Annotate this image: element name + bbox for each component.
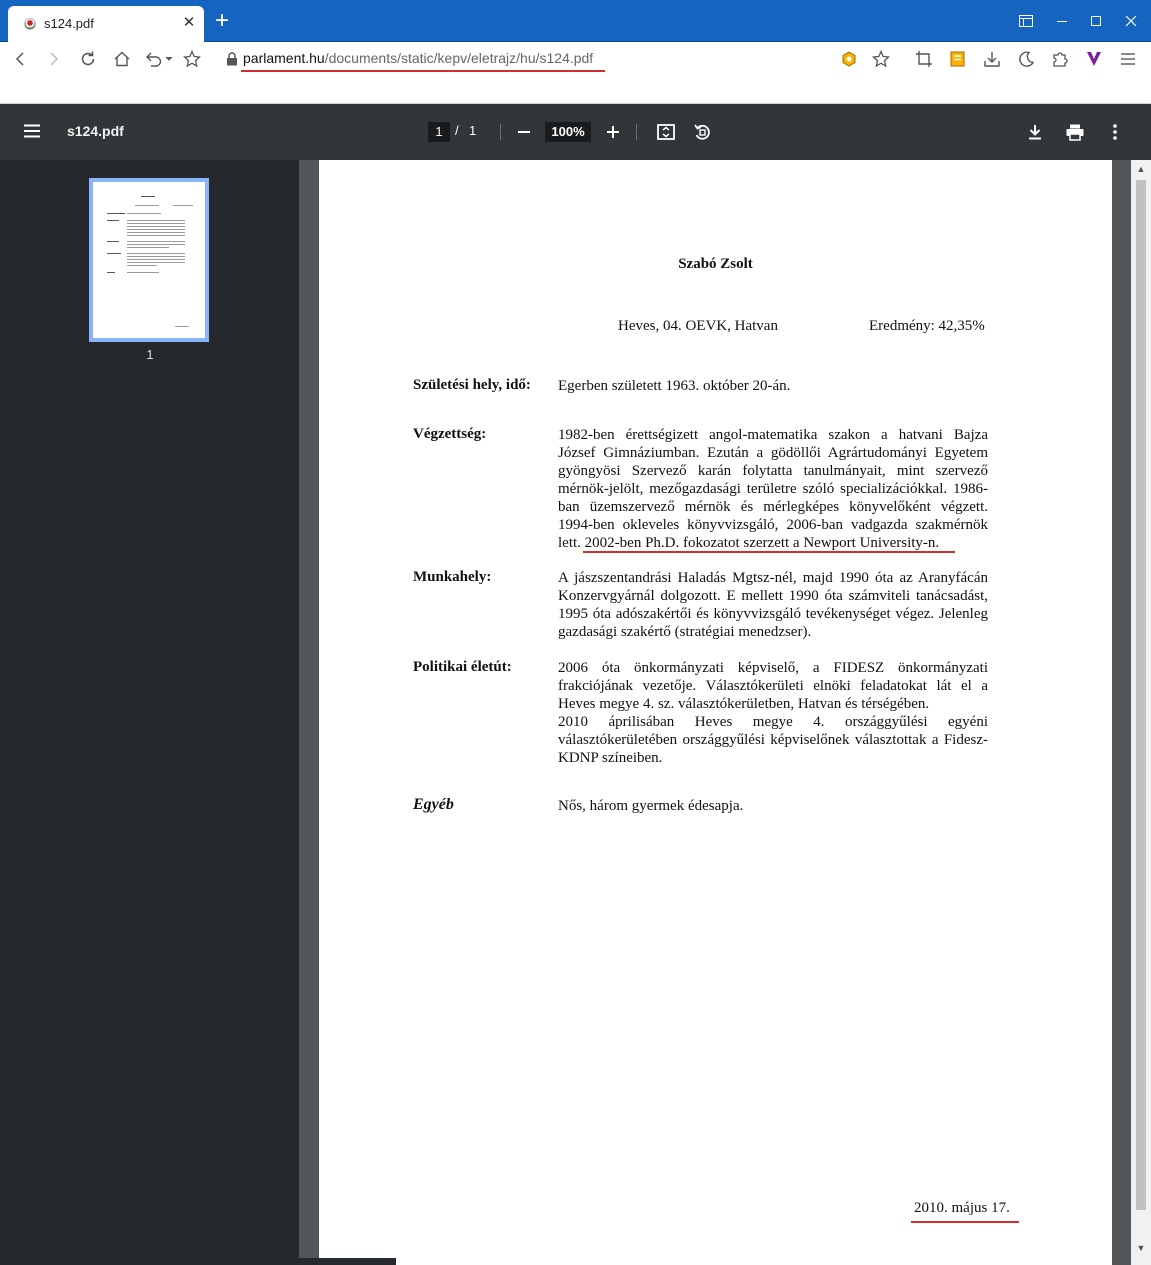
other-line: Nős, három gyermek édesapja.: [558, 798, 744, 814]
thumb-text-line: [127, 259, 185, 260]
pdf-viewer-area[interactable]: [299, 160, 1151, 1265]
url-host: parlament.hu: [243, 50, 325, 66]
work-label: Munkahely:: [413, 569, 492, 585]
zoom-level-input[interactable]: 100%: [545, 122, 591, 142]
birth-text: [558, 377, 988, 395]
forward-icon[interactable]: [42, 47, 66, 71]
thumb-text-line: [127, 223, 185, 224]
education-label: Végzettség:: [413, 426, 487, 442]
document-result: Eredmény: 42,35%: [869, 318, 985, 334]
politics-line: választókerületében országgyűlési képviselőnek választottak a Fidesz-: [558, 732, 988, 748]
work-line: Konzervgyárnál dolgozott. E mellett 1990 óta számviteli tanácsadást,: [558, 588, 988, 604]
thumb-text-line: [107, 220, 119, 221]
home-icon[interactable]: [110, 47, 134, 71]
page-separator: /: [455, 123, 459, 138]
scrollbar-thumb[interactable]: [1136, 180, 1146, 1210]
favorites-star-icon[interactable]: [869, 47, 893, 71]
tab-title: s124.pdf: [44, 16, 94, 31]
thumb-text-line: [127, 241, 185, 242]
education-line: mérnök-jelölt, mezőgazdasági területre szóló specializációkkal. 1986-: [558, 481, 988, 497]
education-line: gyöngyösi Szervező karán folytatta tanulmányait, mint szervező: [558, 463, 988, 479]
pdf-toolbar: [0, 104, 1151, 160]
zoom-in-icon[interactable]: [601, 120, 625, 144]
lock-icon[interactable]: [226, 52, 238, 66]
thumb-text-line: [107, 253, 121, 254]
education-line: ban üzemszervező mérnök és mérlegképes könyvelőként végzett.: [558, 499, 988, 515]
thumb-text-line: [127, 272, 159, 273]
document-date: 2010. május 17.: [914, 1200, 1010, 1216]
education-line: 1994-ben okleveles könyvvizsgáló, 2006-ban vadgazda szakmérnök: [558, 517, 988, 533]
thumb-text-line: [127, 229, 185, 230]
browser-tab[interactable]: [8, 6, 204, 42]
page-number-input[interactable]: 1: [428, 122, 450, 142]
work-line: A jászszentandrási Haladás Mgtsz-nél, majd 1990 óta az Aranyfácán: [558, 570, 988, 586]
zoom-out-icon[interactable]: [512, 120, 536, 144]
close-tab-icon[interactable]: ✕: [182, 14, 196, 31]
browser-toolbar: [0, 42, 1151, 76]
thumbnail-page-number: 1: [146, 347, 154, 362]
work-text: [558, 569, 988, 641]
url-annotation-underline: [241, 70, 605, 72]
parliament-favicon-icon: [24, 18, 36, 30]
thumb-text-line: [141, 196, 155, 197]
pdf-page: [319, 160, 1112, 1265]
page-thumbnail[interactable]: [89, 178, 209, 342]
back-icon[interactable]: [8, 47, 32, 71]
thumb-text-line: [127, 265, 157, 266]
document-person-name: Szabó Zsolt: [678, 256, 753, 272]
document-district: Heves, 04. OEVK, Hatvan: [618, 318, 778, 334]
thumb-text-line: [135, 205, 159, 206]
toolbar-divider: [636, 124, 637, 140]
thumb-text-line: [127, 253, 185, 254]
minimize-window-icon[interactable]: [1044, 8, 1080, 34]
screenshot-crop-icon[interactable]: [912, 47, 936, 71]
education-line: József Gimnáziumban. Ezután a gödöllői Agrártudományi Egyetem: [558, 445, 988, 461]
pdf-sidebar-menu-icon[interactable]: [22, 122, 44, 142]
reload-icon[interactable]: [76, 47, 100, 71]
politics-line: Heves megye 4. sz. választókerületben, Hatvan és térségében.: [558, 696, 930, 712]
extension-honey-icon[interactable]: [837, 47, 861, 71]
thumb-text-line: [107, 213, 125, 214]
thumb-text-line: [175, 326, 189, 327]
birth-label: Születési hely, idő:: [413, 377, 531, 393]
url-path: /documents/static/kepv/eletrajz/hu/s124.pdf: [324, 50, 594, 66]
browser-menu-icon[interactable]: [1116, 47, 1140, 71]
rotate-icon[interactable]: [690, 120, 714, 144]
browser-tab-strip: [0, 0, 1151, 42]
more-options-icon[interactable]: [1103, 120, 1127, 144]
politics-line: KDNP színeiben.: [558, 750, 663, 766]
print-icon[interactable]: [1063, 120, 1087, 144]
bookmarks-bar: [0, 76, 1151, 104]
vertical-scrollbar[interactable]: [1131, 160, 1151, 1265]
toolbar-divider: [500, 124, 501, 140]
extensions-puzzle-icon[interactable]: [1048, 47, 1072, 71]
thumb-text-line: [107, 272, 115, 273]
politics-label: Politikai életút:: [413, 659, 512, 675]
birth-line: Egerben született 1963. október 20-án.: [558, 378, 791, 394]
thumb-text-line: [127, 213, 161, 214]
dark-mode-moon-icon[interactable]: [1014, 47, 1038, 71]
work-line: 1995 óta adószakértői és könyvvizsgáló tevékenységet végez. Jelenleg: [558, 606, 988, 622]
undo-menu-icon[interactable]: [142, 47, 176, 71]
maximize-window-icon[interactable]: [1078, 8, 1114, 34]
address-bar[interactable]: [243, 50, 593, 66]
education-line: lett. 2002-ben Ph.D. fokozatot szerzett a Newport University-n.: [558, 535, 940, 551]
thumb-text-line: [127, 262, 185, 263]
education-text: [558, 426, 988, 552]
close-window-icon[interactable]: [1113, 8, 1149, 34]
extension-v-icon[interactable]: [1082, 47, 1106, 71]
horizontal-scrollbar-thumb[interactable]: [299, 1258, 396, 1265]
phd-annotation-underline: [583, 551, 955, 553]
politics-line: frakciójának vezetője. Választókerületi elnöki feladatokat lát el a: [558, 678, 988, 694]
other-label: Egyéb: [413, 796, 454, 813]
extension-notes-icon[interactable]: [946, 47, 970, 71]
scroll-down-arrow-icon[interactable]: ▼: [1136, 1243, 1146, 1253]
date-annotation-underline: [911, 1221, 1019, 1223]
bookmark-star-icon[interactable]: [180, 47, 204, 71]
thumb-text-line: [127, 247, 169, 248]
thumb-text-line: [127, 244, 185, 245]
downloads-icon[interactable]: [980, 47, 1004, 71]
download-icon[interactable]: [1023, 120, 1047, 144]
education-line: 1982-ben érettségizett angol-matematika szakon a hatvani Bajza: [558, 427, 988, 443]
thumb-text-line: [127, 220, 185, 221]
pdf-file-name: s124.pdf: [67, 123, 124, 139]
new-tab-button[interactable]: +: [214, 7, 229, 34]
thumbnail-sidebar: [0, 160, 299, 1265]
politics-line: 2010 áprilisában Heves megye 4. országgyűlési egyéni: [558, 714, 988, 730]
tab-actions-icon[interactable]: [1008, 8, 1044, 34]
politics-line: 2006 óta önkormányzati képviselő, a FIDESZ önkormányzati: [558, 660, 988, 676]
work-line: gazdasági szakértő (stratégiai menedzser).: [558, 624, 812, 640]
thumb-text-line: [127, 226, 185, 227]
thumb-text-line: [127, 235, 185, 236]
thumb-text-line: [127, 256, 185, 257]
thumb-text-line: [127, 232, 185, 233]
thumb-text-line: [173, 205, 193, 206]
thumb-text-line: [107, 241, 119, 242]
other-text: [558, 797, 988, 815]
page-total: 1: [469, 123, 477, 138]
scroll-up-arrow-icon[interactable]: ▲: [1136, 164, 1146, 174]
politics-text: [558, 659, 988, 767]
fit-to-page-icon[interactable]: [654, 120, 678, 144]
